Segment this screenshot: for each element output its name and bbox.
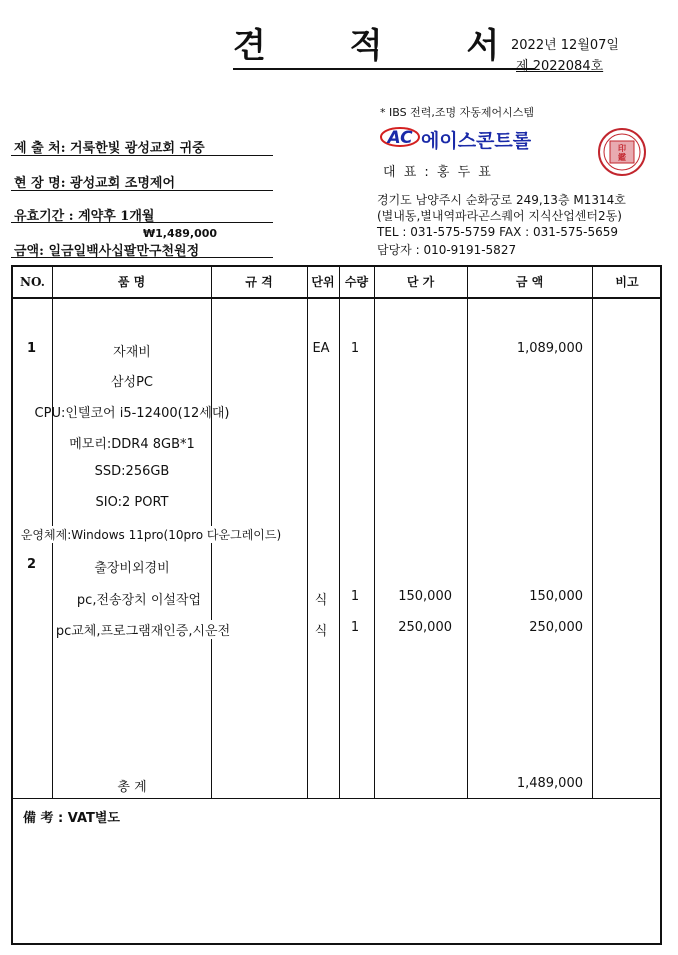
header-remark: 비고	[615, 275, 639, 289]
col-divider-7	[592, 267, 593, 798]
contact-person: 담당자 : 010-9191-5827	[377, 243, 517, 257]
remark-divider	[13, 798, 660, 799]
row-9-amount: 150,000	[529, 589, 583, 604]
row-10-name: pc교체,프로그램재인증,시운전	[56, 620, 230, 639]
row-1-qty: 1	[350, 341, 360, 356]
amount-underline	[11, 257, 273, 258]
total-amount: 1,489,000	[516, 776, 583, 791]
row-3-name: CPU:인텔코어 i5-12400(12세대)	[34, 406, 230, 421]
address-line-2: (별내동,별내역파라곤스퀘어 지식산업센터2동)	[377, 209, 622, 223]
col-divider-4	[339, 267, 340, 798]
svg-text:印: 印	[618, 143, 626, 153]
svg-text:鑑: 鑑	[618, 152, 626, 162]
remark: 備 考 : VAT별도	[23, 811, 120, 826]
row-8-no: 2	[27, 557, 37, 572]
document-number: 제 2022084호	[516, 59, 604, 74]
header-unit-price: 단 가	[406, 275, 435, 289]
tel-fax: TEL : 031-575-5759 FAX : 031-575-5659	[377, 225, 619, 239]
row-9-name: pc,전송장치 이설작업	[76, 593, 202, 608]
issue-date: 2022년 12월07일	[511, 38, 619, 53]
row-2-name: 삼성PC	[110, 375, 154, 390]
quote-table	[11, 265, 662, 945]
header-no: NO.	[20, 275, 45, 289]
company-seal-stamp	[597, 126, 647, 178]
col-divider-5	[374, 267, 375, 798]
representative: 대 표 : 홍 두 표	[383, 165, 493, 180]
row-9-unit-price: 150,000	[398, 589, 452, 604]
row-1-unit: EA	[312, 341, 330, 356]
header-item-name: 품 명	[117, 275, 146, 289]
row-1-amount: 1,089,000	[516, 341, 583, 356]
amount-text: 금액: 일금일백사십팔만구천원정	[14, 244, 200, 259]
row-5-name: SSD:256GB	[94, 464, 170, 479]
row-9-qty: 1	[350, 589, 360, 604]
header-spec: 규 격	[245, 275, 273, 289]
header-amount: 금 액	[515, 275, 544, 289]
row-10-qty: 1	[350, 620, 360, 635]
row-8-name: 출장비외경비	[94, 561, 170, 576]
header-qty: 수량	[344, 275, 369, 289]
validity-underline	[11, 222, 273, 223]
row-4-name: 메모리:DDR4 8GB*1	[69, 437, 195, 452]
address-line-1: 경기도 남양주시 순화궁로 249,13층 M1314호	[377, 193, 626, 207]
row-6-name: SIO:2 PORT	[95, 495, 169, 510]
total-label: 총 계	[117, 780, 147, 795]
header-unit: 단위	[311, 275, 335, 289]
company-name: 에이스콘트롤	[421, 130, 532, 152]
col-divider-3	[307, 267, 308, 798]
validity-period: 유효기간 : 계약후 1개월	[14, 209, 155, 224]
row-7-name: 운영체제:Windows 11pro(10pro 다운그레이드)	[20, 528, 282, 542]
row-10-amount: 250,000	[529, 620, 583, 635]
recipient-underline	[11, 155, 273, 156]
svg-text:AC: AC	[387, 128, 413, 148]
site-underline	[11, 190, 273, 191]
recipient: 제 출 처: 거룩한빛 광성교회 귀중	[14, 141, 205, 156]
row-10-unit-price: 250,000	[398, 620, 452, 635]
amount-numeric: ₩1,489,000	[143, 227, 218, 240]
row-10-unit: 식	[314, 624, 328, 639]
header-divider	[13, 297, 660, 299]
company-logo	[380, 124, 420, 150]
row-1-name: 자재비	[113, 345, 151, 360]
row-9-unit: 식	[314, 593, 328, 608]
col-divider-6	[467, 267, 468, 798]
site-name: 현 장 명: 광성교회 조명제어	[14, 176, 176, 191]
document-title: 견 적 서	[233, 26, 535, 70]
system-description: * IBS 전력,조명 자동제어시스템	[380, 106, 534, 119]
row-1-no: 1	[27, 341, 37, 356]
